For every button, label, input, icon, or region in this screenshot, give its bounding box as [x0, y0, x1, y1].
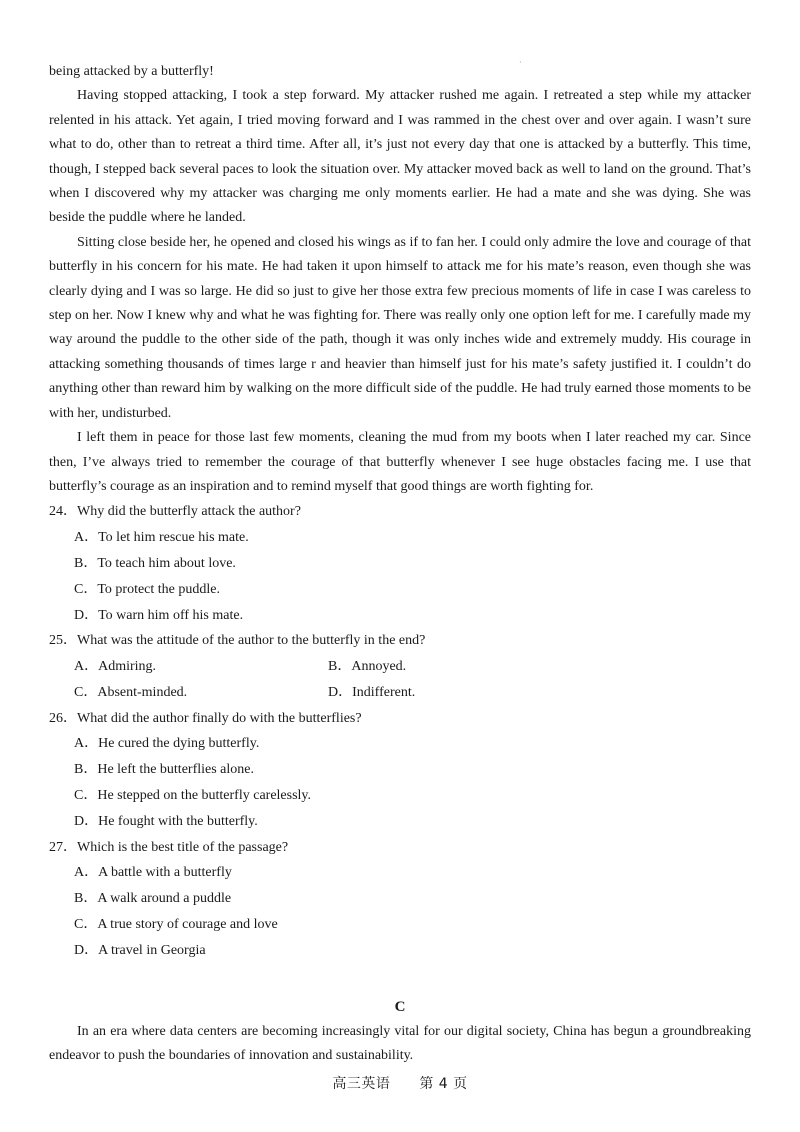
- option-b: B．He left the butterflies alone.: [74, 762, 254, 778]
- option-d: D．Indifferent.: [328, 684, 416, 700]
- passage-paragraph-3: I left them in peace for those last few moments, cleaning the mud from my boots when I later reached my car. Since then, I’ve always tried to remember the courage of that butterfly whenever I see huge obstacles facing me. I use that butterfly’s courage as an inspiration and to remind myself that good things are worth fighting for.: [49, 430, 751, 494]
- section-heading: C: [394, 998, 406, 1015]
- question-26: [49, 706, 751, 835]
- document-page: [49, 60, 751, 1068]
- option-b: B．A walk around a puddle: [74, 891, 232, 907]
- question-27: [49, 835, 751, 964]
- option-c: C．Absent-minded.: [74, 684, 188, 700]
- question-stem: 25．What was the attitude of the author to the butterfly in the end?: [49, 633, 426, 649]
- option-c: C．To protect the puddle.: [74, 581, 220, 597]
- question-stem: 27．Which is the best title of the passage?: [49, 839, 289, 855]
- option-row: [74, 654, 751, 680]
- option-c: C．A true story of courage and love: [74, 917, 278, 933]
- passage-continuation: being attacked by a butterfly!: [49, 64, 214, 79]
- passage-paragraph-2: Sitting close beside her, he opened and closed his wings as if to fan her. I could only admire the love and courage of that butterfly in his concern for his mate. He had taken it upon himself to attack me for his mate’s reason, even though she was clearly dying and I was so large. He did so just to give her those extra few precious moments of life in case I was careless to step on her. Now I knew why and what he was fighting for. There was really only one option left for me. I carefully made my way around the puddle to the other side of the path, though it was only inches wide and extremely muddy. His courage in attacking something thousands of times large r and heavier than himself just for his mate’s safety justified it. I couldn’t do anything other than reward him by walking on the more difficult side of the puddle. He had truly earned those moments to be with her, undisturbed.: [49, 234, 751, 421]
- option-c: C．He stepped on the butterfly carelessly.: [74, 788, 312, 804]
- option-d: D．A travel in Georgia: [74, 942, 206, 958]
- section-c-intro: In an era where data centers are becoming increasingly vital for our digital society, China has begun a groundbreaking endeavor to push the boundaries of innovation and sustainability.: [49, 1023, 751, 1064]
- option-a: A．To let him rescue his mate.: [74, 530, 249, 546]
- option-d: D．To warn him off his mate.: [74, 607, 244, 623]
- question-24: [49, 499, 751, 628]
- option-a: A．A battle with a butterfly: [74, 865, 232, 881]
- option-row: [74, 680, 751, 706]
- option-a: A．Admiring.: [74, 659, 157, 675]
- stray-mark: ·: [519, 58, 522, 67]
- question-stem: 26．What did the author finally do with the butterflies?: [49, 710, 362, 726]
- passage-paragraph-1: Having stopped attacking, I took a step forward. My attacker rushed me again. I retreated a step while my attacker relented in his attack. Yet again, I tried moving forward and I was rammed in the chest over and over again. I wasn’t sure what to do, other than to retreat a third time. After all, it’s just not every day that one is attacked by a butterfly. This time, though, I stepped back several paces to look the situation over. My attacker moved back as well to land on the ground. That’s when I discovered why my attacker was charging me only moments earlier. He had a mate and she was dying. She was beside the puddle where he landed.: [49, 88, 751, 226]
- question-stem: 24．Why did the butterfly attack the author?: [49, 504, 301, 520]
- option-a: A．He cured the dying butterfly.: [74, 736, 260, 752]
- question-25: [49, 628, 751, 705]
- option-b: B．Annoyed.: [328, 659, 407, 675]
- page-footer: 高三英语 第 4 页: [332, 1076, 468, 1092]
- option-d: D．He fought with the butterfly.: [74, 813, 258, 829]
- option-b: B．To teach him about love.: [74, 555, 236, 571]
